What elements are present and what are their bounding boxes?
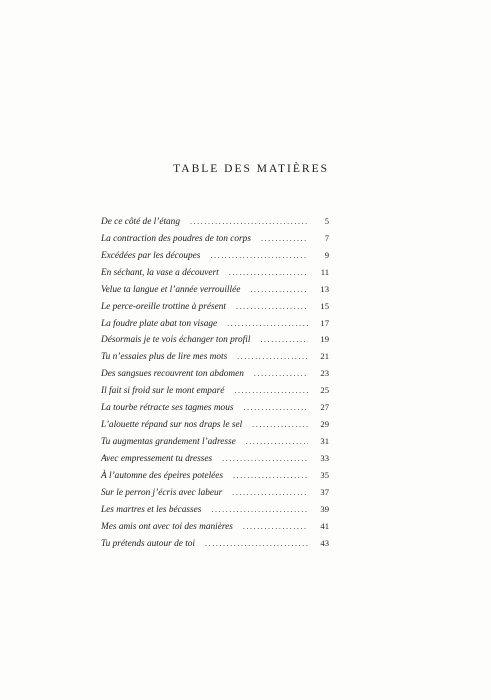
toc-entry-title: Sur le perron j’écris avec labeur <box>101 487 223 498</box>
toc-entry-title: Les martres et les bécasses <box>101 504 202 515</box>
toc-page-number: 35 <box>320 469 329 480</box>
dot-leader <box>250 282 308 299</box>
toc-entry <box>101 264 329 281</box>
toc-entry <box>101 315 329 332</box>
toc-entry <box>101 450 329 467</box>
toc-page-number: 21 <box>320 351 329 362</box>
toc-page-number: 11 <box>320 266 329 277</box>
dot-leader <box>210 248 308 265</box>
toc-page-number: 5 <box>324 216 329 226</box>
dot-leader <box>243 400 308 417</box>
toc-entry-title: Le perce-oreille trottine à présent <box>101 301 226 312</box>
toc-entry <box>101 365 329 382</box>
dot-leader <box>246 434 308 451</box>
toc-page-number: 17 <box>320 317 329 328</box>
toc-entry <box>101 230 329 247</box>
dot-leader <box>233 468 308 485</box>
toc-entry <box>101 535 329 552</box>
toc-entry <box>101 484 329 501</box>
toc-page-number: 37 <box>320 486 329 497</box>
toc-page-number: 41 <box>320 520 329 531</box>
toc-entry-title: Des sangsues recouvrent ton abdomen <box>101 369 244 380</box>
toc-entry-title: Il fait si froid sur le mont emparé <box>101 386 225 397</box>
toc-list <box>101 213 329 551</box>
toc-entry-title: En séchant, la vase a découvert <box>101 267 219 278</box>
toc-entry-title: Désormais je te vois échanger ton profil <box>101 335 251 346</box>
toc-page-number: 19 <box>320 334 329 345</box>
toc-heading: TABLE DES MATIÈRES <box>173 163 329 175</box>
toc-entry-title: Tu augmentas grandement l’adresse <box>101 436 236 447</box>
toc-entry <box>101 213 329 230</box>
toc-entry <box>101 247 329 264</box>
toc-entry <box>101 501 329 518</box>
toc-page-number: 23 <box>320 368 329 379</box>
toc-entry-title: De ce côté de l’étang <box>101 217 180 227</box>
toc-entry-title: La foudre plate abat ton visage <box>101 318 218 329</box>
toc-page-number: 7 <box>324 232 329 243</box>
toc-entry-title: Mes amis ont avec toi des manières <box>101 521 233 532</box>
toc-page-number: 25 <box>320 385 329 396</box>
toc-entry-title: La tourbe rétracte ses tagmes mous <box>101 403 234 414</box>
toc-entry-title: Tu prétends autour de toi <box>101 538 196 549</box>
toc-entry <box>101 281 329 298</box>
dot-leader <box>232 485 308 502</box>
toc-entry <box>101 433 329 450</box>
toc-page-number: 27 <box>320 402 329 413</box>
dot-leader <box>222 451 308 468</box>
toc-page-number: 15 <box>320 300 329 311</box>
toc-entry-title: Avec empressement tu dresses <box>101 453 213 464</box>
toc-entry <box>101 416 329 433</box>
dot-leader <box>229 265 308 282</box>
toc-entry-title: L’alouette répand sur nos draps le sel <box>101 420 243 431</box>
dot-leader <box>261 231 308 248</box>
toc-entry <box>101 399 329 416</box>
toc-page-number: 43 <box>320 537 329 548</box>
toc-entry <box>101 518 329 535</box>
toc-page-number: 31 <box>320 435 329 446</box>
toc-entry <box>101 467 329 484</box>
dot-leader <box>254 366 308 383</box>
toc-page-number: 33 <box>320 452 329 463</box>
dot-leader <box>211 502 308 519</box>
dot-leader <box>190 214 308 231</box>
dot-leader <box>205 536 308 553</box>
dot-leader <box>234 383 308 400</box>
toc-page-number: 29 <box>320 419 329 430</box>
dot-leader <box>236 299 308 316</box>
toc-page-number: 39 <box>320 503 329 514</box>
toc-entry <box>101 382 329 399</box>
dot-leader <box>243 519 308 536</box>
toc-entry-title: Excédées par les découpes <box>101 250 201 261</box>
toc-entry <box>101 348 329 365</box>
dot-leader <box>252 417 308 434</box>
toc-page-number: 9 <box>324 249 329 260</box>
toc-entry-title: La contraction des poudres de ton corps <box>101 233 251 244</box>
toc-entry-title: Tu n’essaies plus de lire mes mots <box>101 352 228 363</box>
toc-entry <box>101 298 329 315</box>
toc-entry <box>101 331 329 348</box>
toc-entry-title: À l’automne des épeires potelées <box>101 470 224 481</box>
dot-leader <box>260 332 308 349</box>
toc-page-number: 13 <box>320 283 329 294</box>
dot-leader <box>227 316 308 333</box>
dot-leader <box>237 349 308 366</box>
toc-entry-title: Velue ta langue et l’année verrouillée <box>101 284 241 295</box>
